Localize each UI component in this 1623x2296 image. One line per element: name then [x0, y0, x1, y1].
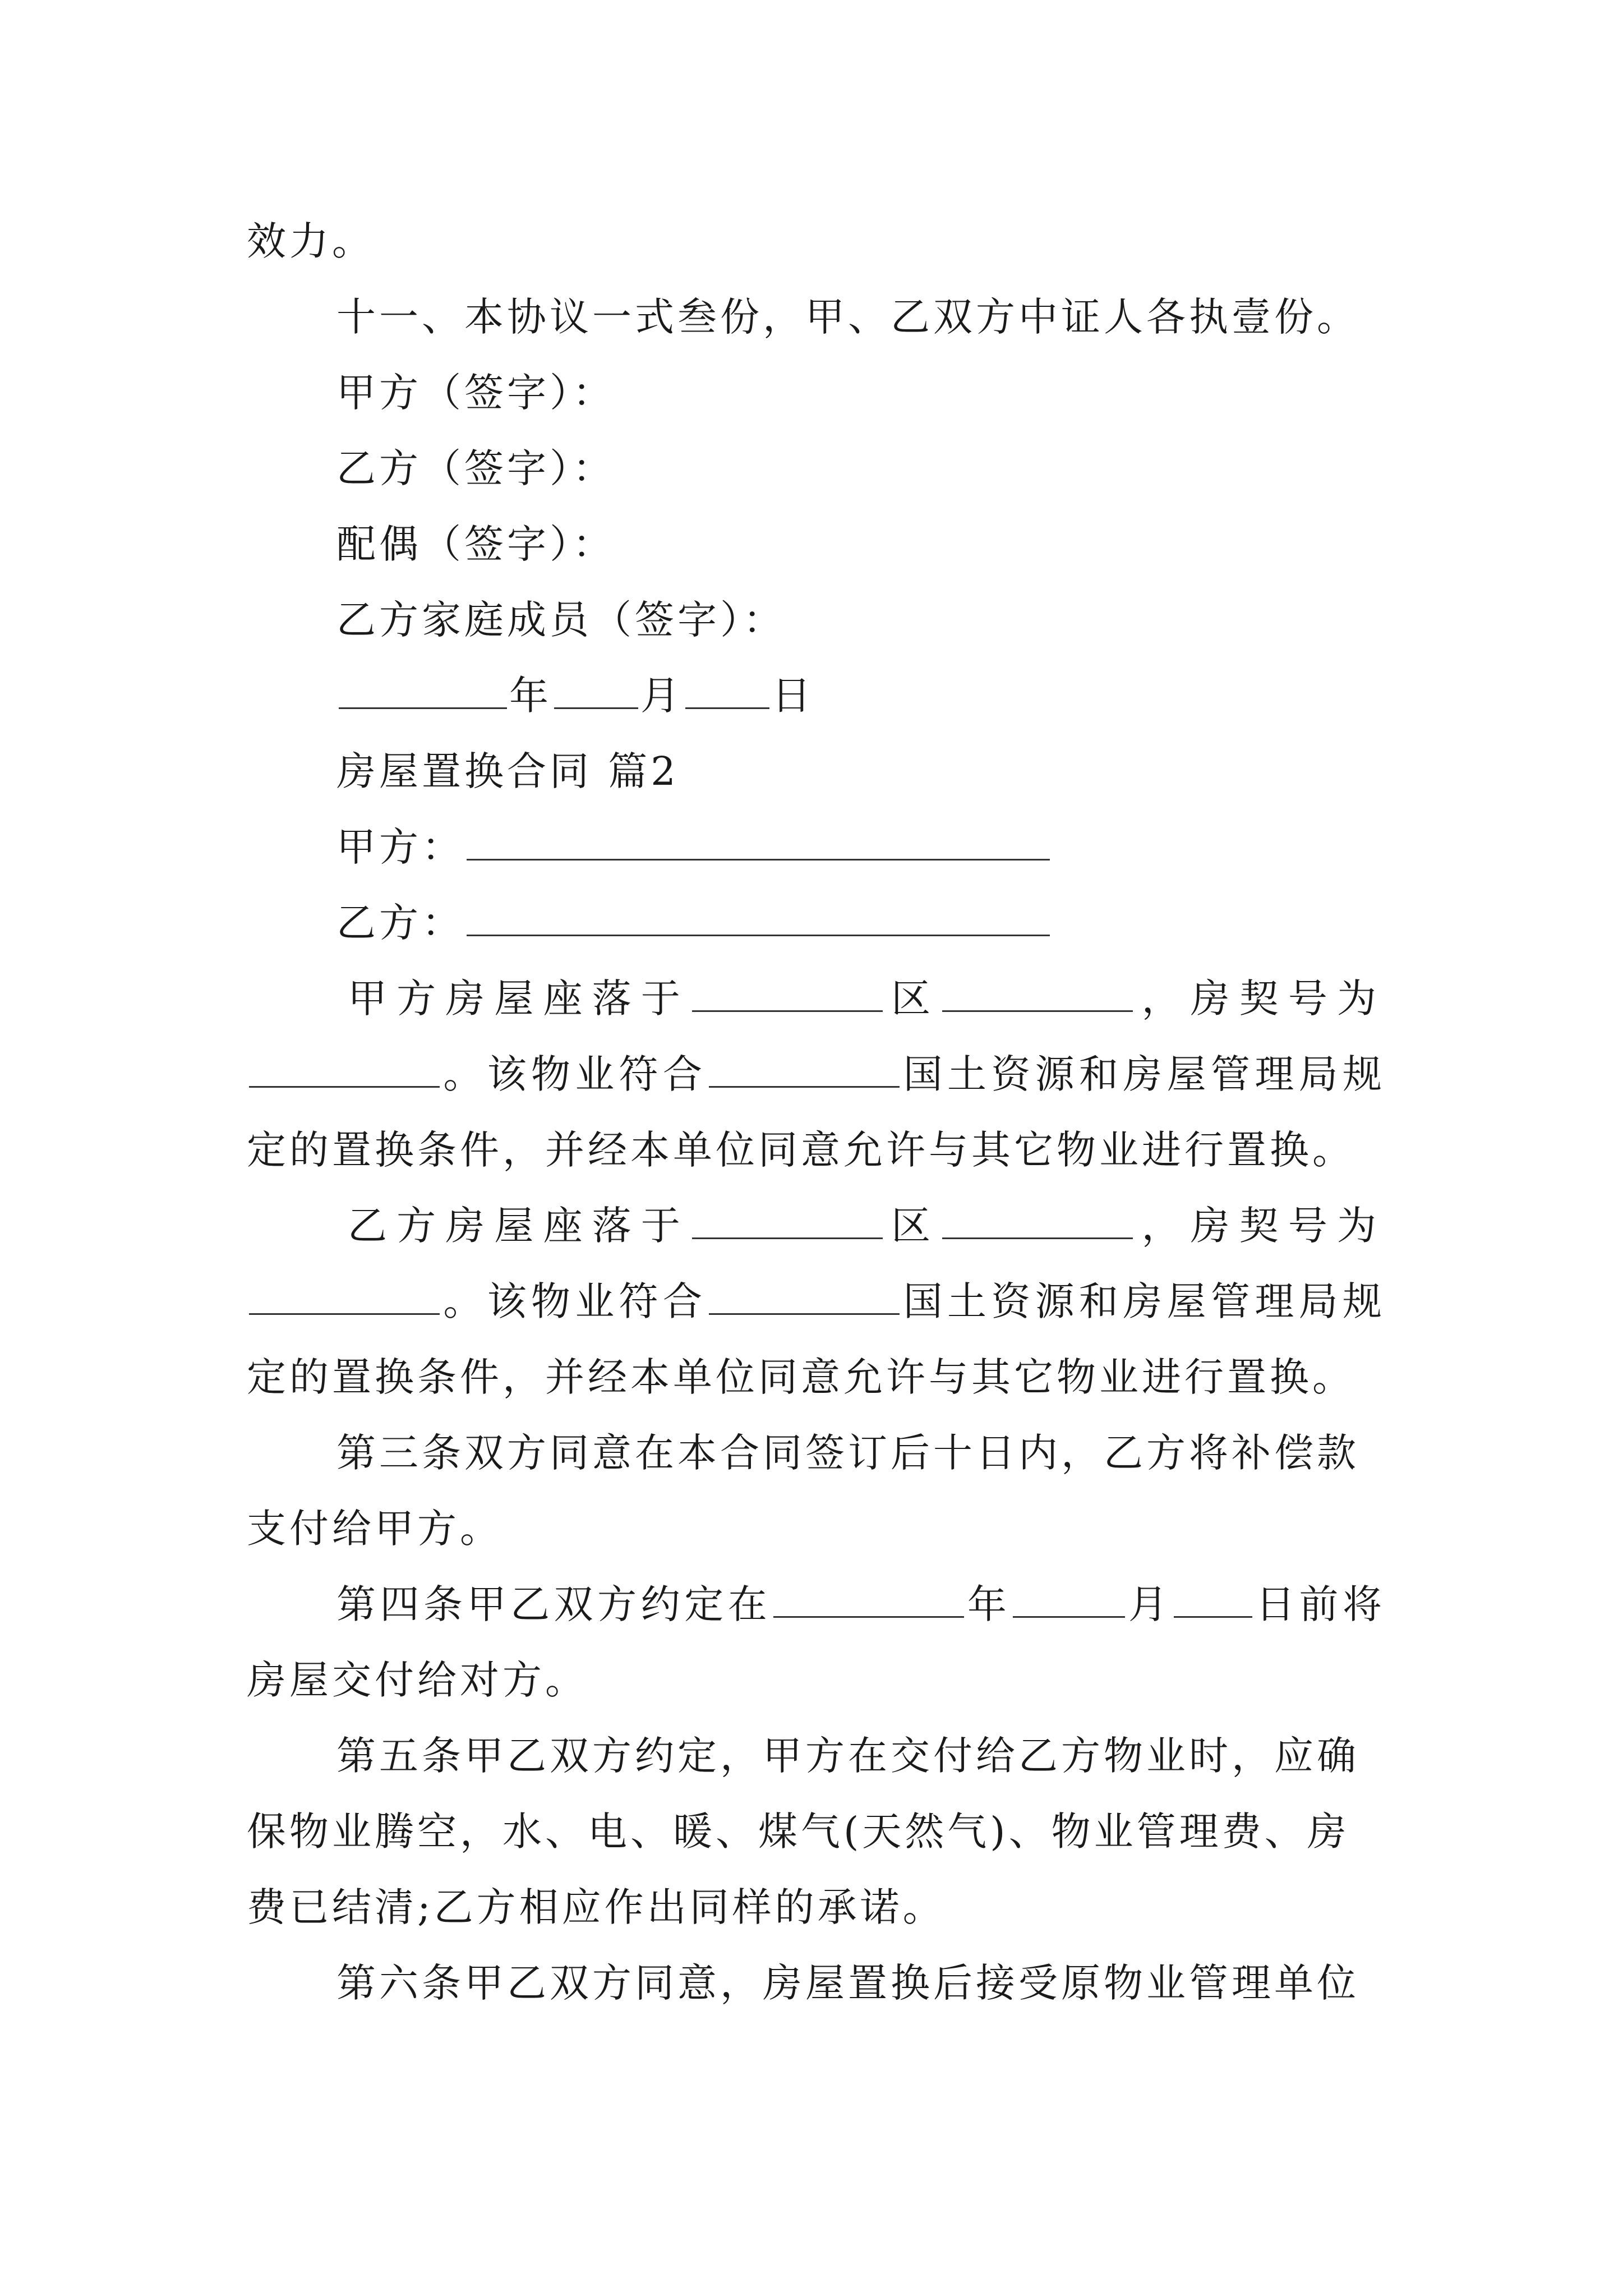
party-a-signature-label: 甲方（签字）：: [336, 370, 615, 416]
party-b-line: 乙方：: [336, 898, 1385, 948]
section-title: 房屋置换合同 篇2: [336, 748, 679, 794]
text-line: 效力。: [247, 218, 375, 264]
party-b-property-line: 乙方房屋座落于 区 ，房契号为: [348, 1203, 1380, 1249]
day-blank: [685, 673, 769, 709]
clause-four: 第四条甲乙双方约定在 年 月 日前将: [336, 1581, 1386, 1627]
year-blank: [339, 673, 507, 709]
family-signature-label: 乙方家庭成员（签字）：: [336, 597, 786, 643]
party-a-blank: [467, 824, 1050, 861]
party-b-signature-label: 乙方（签字）：: [336, 445, 615, 491]
month-blank: [554, 673, 638, 709]
text-line: 房屋交付给对方。: [247, 1657, 588, 1703]
clause-six: 第六条甲乙双方同意，房屋置换后接受原物业管理单位: [336, 1960, 1359, 2006]
party-b-property-line-2: 。该物业符合 国土资源和房屋管理局规: [247, 1276, 1385, 1327]
spouse-signature-label: 配偶（签字）：: [336, 521, 615, 567]
clause-eleven: 十一、本协议一式叁份，甲、乙双方中证人各执壹份。: [336, 294, 1359, 340]
text-line: 支付给甲方。: [247, 1506, 502, 1552]
text-line: 定的置换条件，并经本单位同意允许与其它物业进行置换。: [247, 1354, 1355, 1400]
party-a-line: 甲方：: [336, 822, 1385, 872]
party-a-property-line-2: 。该物业符合 国土资源和房屋管理局规: [247, 1049, 1385, 1099]
clause-five: 第五条甲乙双方约定，甲方在交付给乙方物业时，应确: [336, 1733, 1359, 1779]
date-line: 年 月 日: [336, 670, 1385, 721]
text-line: 费已结清;乙方相应作出同样的承诺。: [247, 1884, 946, 1930]
text-line: 保物业腾空，水、电、暖、煤气(天然气)、物业管理费、房: [247, 1809, 1350, 1855]
clause-three: 第三条双方同意在本合同签订后十日内，乙方将补偿款: [336, 1430, 1359, 1476]
party-b-blank: [467, 900, 1050, 936]
text-line: 定的置换条件，并经本单位同意允许与其它物业进行置换。: [247, 1127, 1355, 1173]
party-a-property-line: 甲方房屋座落于 区 ，房契号为: [348, 976, 1380, 1022]
